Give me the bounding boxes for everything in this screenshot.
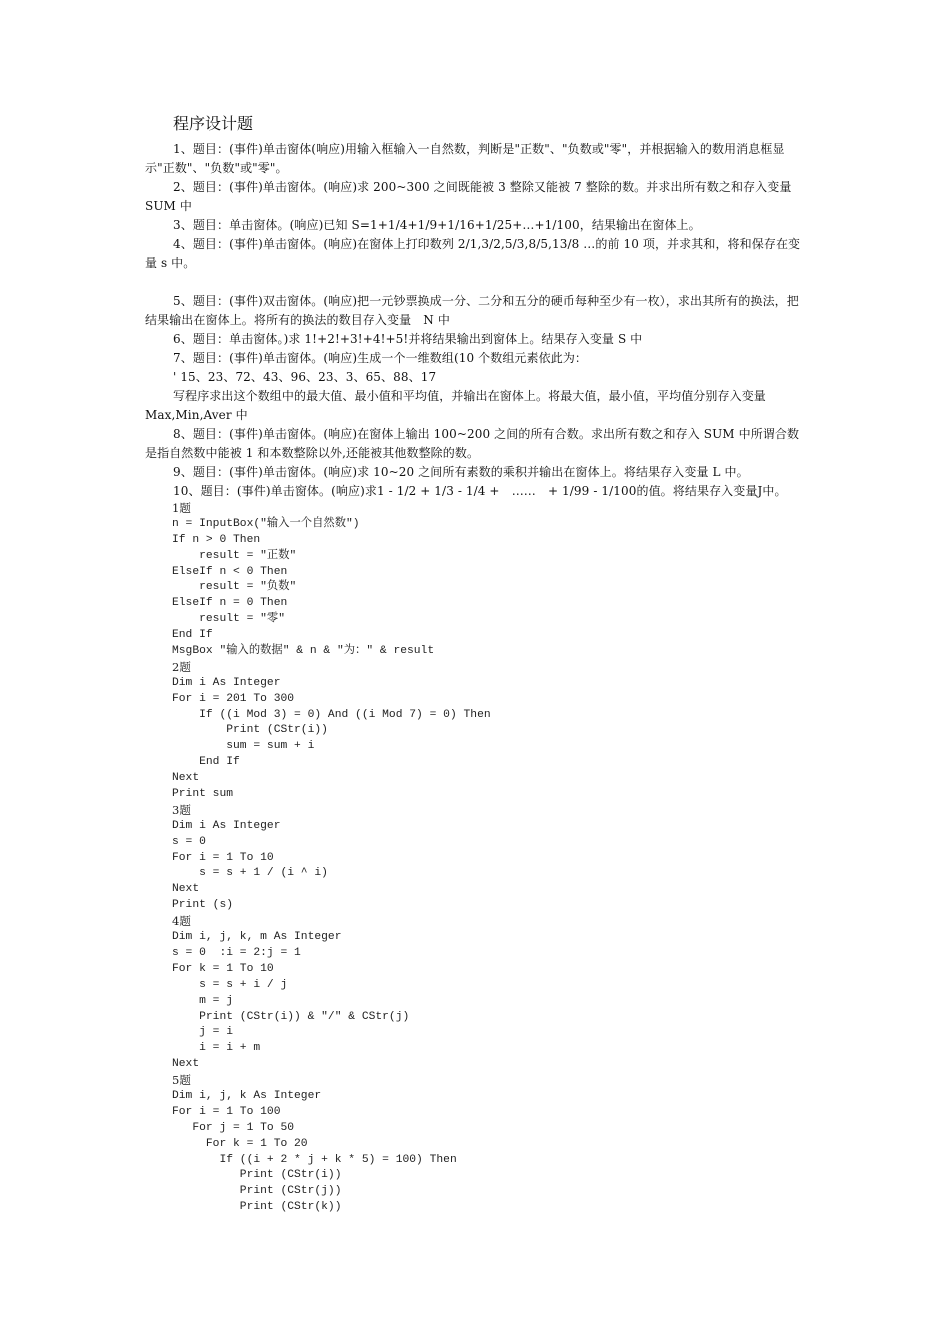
question-6: 6、题目：单击窗体。)求 1!+2!+3!+4!+5!并将结果输出到窗体上。结果存入变量 S 中 xyxy=(173,332,643,346)
question-3: 3、题目：单击窗体。(响应)已知 S=1+1/4+1/9+1/16+1/25+…+1/100，结果输出在窗体上。 xyxy=(173,218,701,232)
page-title: 程序设计题 xyxy=(173,114,254,133)
question-7: 7、题目：(事件)单击窗体。(响应)生成一个一维数组(10 个数组元素依此为： xyxy=(173,351,588,365)
code-line: End If xyxy=(172,756,240,769)
code-line: For i = 1 To 100 xyxy=(172,1105,281,1118)
code-line: For i = 201 To 300 xyxy=(172,692,295,705)
code-line: End If xyxy=(172,629,213,642)
code-line: result = "零" xyxy=(172,613,285,626)
code-line: ElseIf n = 0 Then xyxy=(172,597,288,610)
code-line: Dim i As Integer xyxy=(172,819,281,832)
code-line: Print (CStr(k)) xyxy=(172,1201,342,1214)
question-5: 5、题目：(事件)双击窗体。(响应)把一元钞票换成一分、二分和五分的硬币每种至少有一枚），求出其所有的换法，把结果输出在窗体上。将所有的换法的数目存入变量 N 中 xyxy=(145,294,799,327)
question-9: 9、题目：(事件)单击窗体。(响应)求 10~20 之间所有素数的乘积并输出在窗体上。将结果存入变量 L 中。 xyxy=(173,465,749,479)
code-line: Next xyxy=(172,883,200,896)
blank-line xyxy=(145,273,807,292)
code-line: i = i + m xyxy=(172,1042,261,1055)
code-line: Print (CStr(i)) & "/" & CStr(j) xyxy=(172,1010,410,1023)
code-line: s = s + 1 / (i ^ i) xyxy=(172,867,328,880)
question-7-array: ' 15、23、72、43、96、23、3、65、88、17 xyxy=(173,370,437,384)
code-line: ElseIf n < 0 Then xyxy=(172,565,288,578)
code-line: m = j xyxy=(172,994,234,1007)
code-line: For i = 1 To 10 xyxy=(172,851,274,864)
code-line: result = "正数" xyxy=(172,549,297,562)
code-line: Dim i, j, k As Integer xyxy=(172,1089,322,1102)
question-7-desc: 写程序求出这个数组中的最大值、最小值和平均值，并输出在窗体上。将最大值，最小值，平均值分别存入变量 Max,Min,Aver 中 xyxy=(145,389,766,422)
question-4: 4、题目：(事件)单击窗体。(响应)在窗体上打印数列 2/1,3/2,5/3,8/5,13/8 …的前 10 项，并求其和，将和保存在变量 s 中。 xyxy=(145,237,801,270)
code-line: Print (CStr(j)) xyxy=(172,1185,342,1198)
code-line: Print sum xyxy=(172,788,234,801)
code-line: If ((i Mod 3) = 0) And ((i Mod 7) = 0) Then xyxy=(172,708,491,721)
code-heading: 2题 xyxy=(172,659,191,674)
document-content xyxy=(145,114,807,1216)
code-line: If ((i + 2 * j + k * 5) = 100) Then xyxy=(172,1153,457,1166)
code-line: Next xyxy=(172,1058,200,1071)
code-line: Print (s) xyxy=(172,899,234,912)
question-1: 1、题目：(事件)单击窗体(响应)用输入框输入一自然数，判断是"正数"、"负数或"零"，并根据输入的数用消息框显示"正数"、"负数"或"零"。 xyxy=(145,142,785,175)
code-line: s = s + i / j xyxy=(172,978,288,991)
code-line: s = 0 :i = 2:j = 1 xyxy=(172,946,301,959)
question-8: 8、题目：(事件)单击窗体。(响应)在窗体上输出 100~200 之间的所有合数。求出所有数之和存入 SUM 中所谓合数是指自然数中能被 1 和本数整除以外,还能被其他数整除的数。 xyxy=(145,427,800,460)
code-heading: 1题 xyxy=(172,501,191,515)
code-line: sum = sum + i xyxy=(172,740,315,753)
code-heading: 4题 xyxy=(172,914,191,929)
code-line: Print (CStr(i)) xyxy=(172,1169,342,1182)
code-line: If n > 0 Then xyxy=(172,533,261,546)
code-line: For k = 1 To 10 xyxy=(172,962,274,975)
code-heading: 3题 xyxy=(172,802,191,817)
code-line: Next xyxy=(172,772,200,785)
question-10: 10、题目：(事件)单击窗体。(响应)求1 - 1/2 + 1/3 - 1/4 + …… + 1/99 - 1/100的值。将结果存入变量J中。 xyxy=(173,484,787,498)
question-2: 2、题目：(事件)单击窗体。(响应)求 200~300 之间既能被 3 整除又能被 7 整除的数。并求出所有数之和存入变量 SUM 中 xyxy=(145,180,792,213)
code-line: For k = 1 To 20 xyxy=(172,1137,308,1150)
code-block xyxy=(172,501,807,1216)
code-line: For j = 1 To 50 xyxy=(172,1121,295,1134)
code-line: j = i xyxy=(172,1026,234,1039)
code-heading: 5题 xyxy=(172,1073,191,1088)
code-line: n = InputBox("输入一个自然数") xyxy=(172,517,360,530)
code-line: Dim i As Integer xyxy=(172,676,281,689)
code-line: s = 0 xyxy=(172,835,206,848)
code-line: MsgBox "输入的数据" & n & "为：" & result xyxy=(172,645,435,658)
code-line: Dim i, j, k, m As Integer xyxy=(172,931,342,944)
code-line: Print (CStr(i)) xyxy=(172,724,328,737)
code-line: result = "负数" xyxy=(172,581,297,594)
